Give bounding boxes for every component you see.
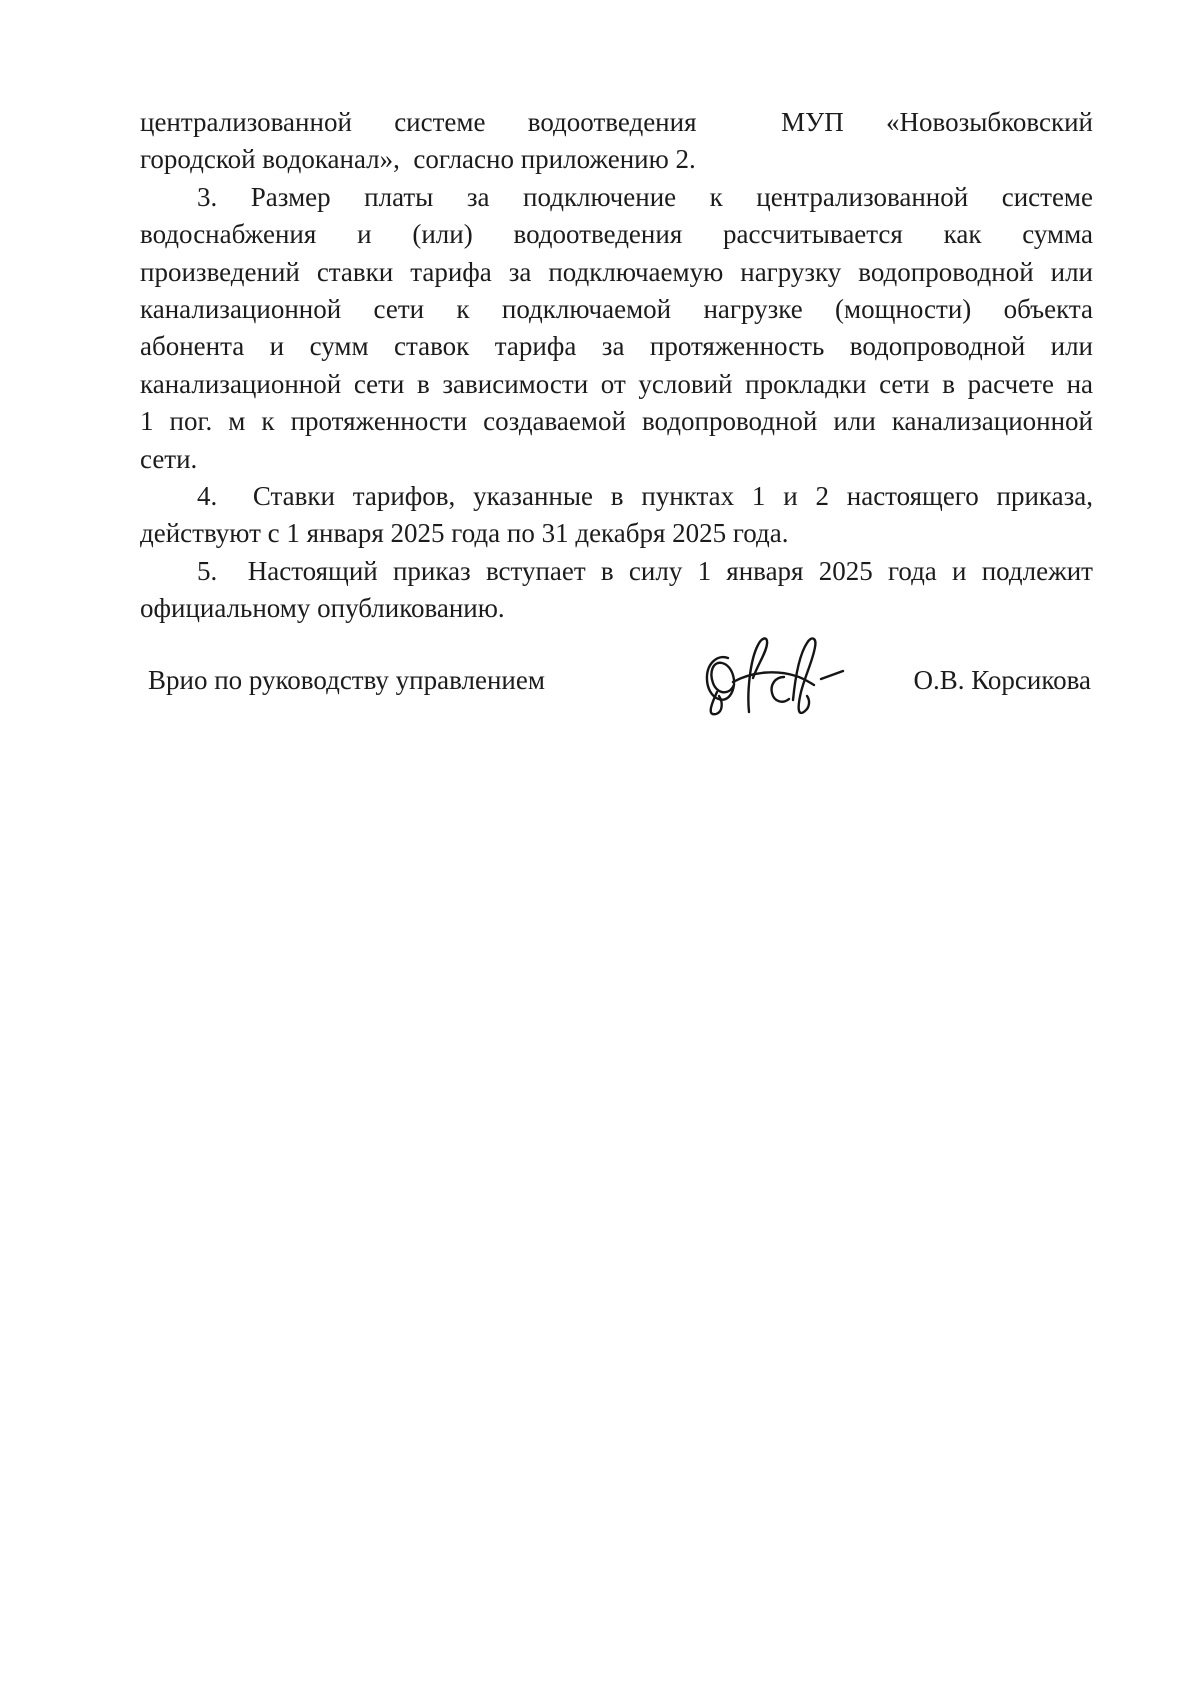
body-line: водоснабжения и (или) водоотведения рассчитывается как сумма xyxy=(140,219,1093,250)
body-line: городской водоканал», согласно приложению 2. xyxy=(140,144,696,175)
body-line: 3. Размер платы за подключение к централизованной системе xyxy=(197,181,1093,212)
signatory-name: О.В. Корсикова xyxy=(913,665,1091,695)
body-line: действуют с 1 января 2025 года по 31 декабря 2025 года. xyxy=(140,518,789,549)
body-line: 5. Настоящий приказ вступает в силу 1 января 2025 года и подлежит xyxy=(197,555,1093,586)
body-line: централизованной системе водоотведения МУП «Новозыбковский xyxy=(140,107,1093,137)
body-line: канализационной сети к подключаемой нагрузке (мощности) объекта xyxy=(140,294,1093,325)
signature-block xyxy=(140,662,1093,699)
body-line: абонента и сумм ставок тарифа за протяженность водопроводной или xyxy=(140,331,1093,362)
body-line: сети. xyxy=(140,443,198,474)
body-line: канализационной сети в зависимости от условий прокладки сети в расчете на xyxy=(140,368,1093,399)
body-line: официальному опубликованию. xyxy=(140,593,505,624)
body-line: произведений ставки тарифа за подключаемую нагрузку водопроводной или xyxy=(140,256,1093,287)
body-line: 1 пог. м к протяженности создаваемой водопроводной или канализационной xyxy=(140,406,1093,437)
signatory-position: Врио по руководству управлением xyxy=(148,665,545,695)
body-line: 4. Ставки тарифов, указанные в пунктах 1 и 2 настоящего приказа, xyxy=(197,481,1093,512)
document-body xyxy=(140,104,1093,628)
